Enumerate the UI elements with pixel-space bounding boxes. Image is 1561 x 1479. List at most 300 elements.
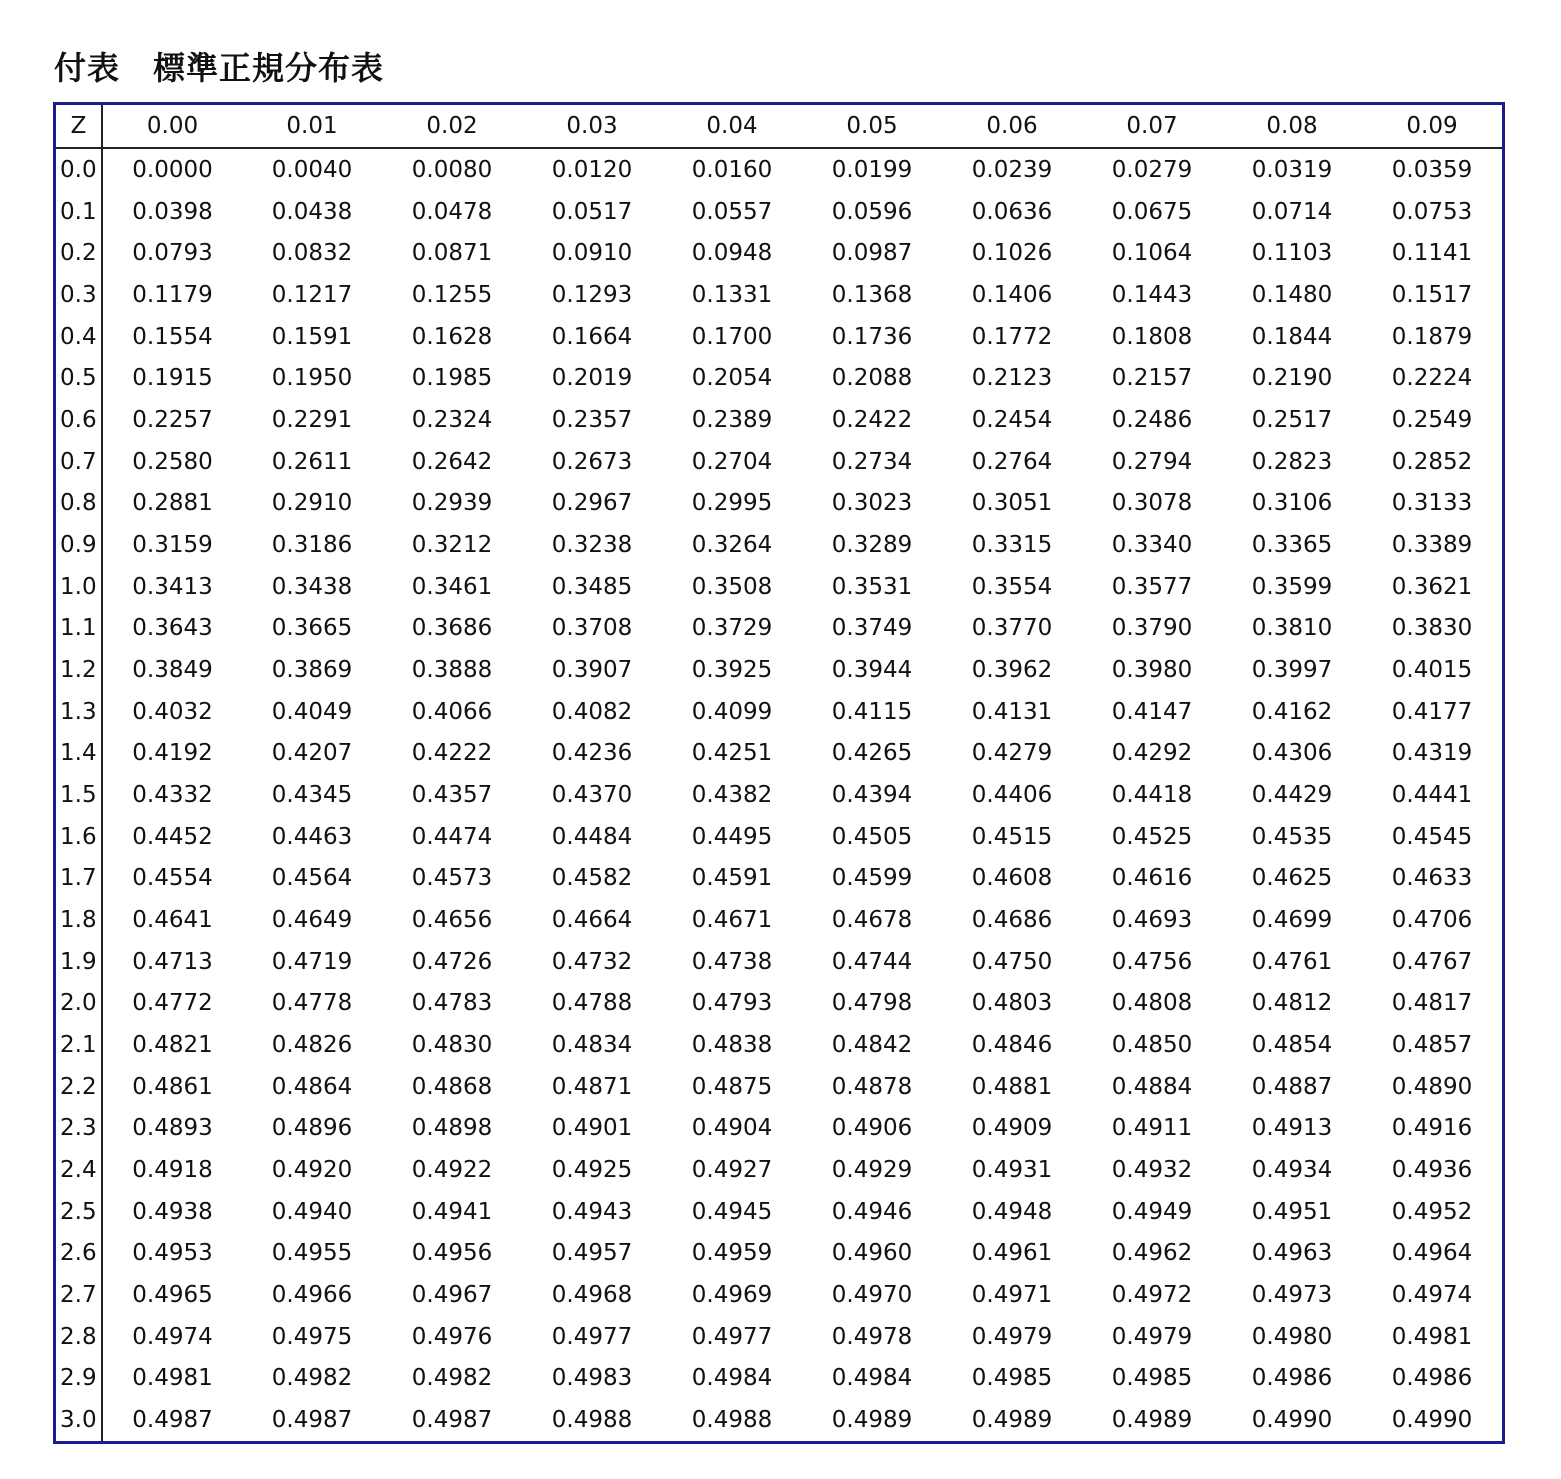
probability-cell: 0.4545 — [1391, 823, 1473, 850]
probability-cell: 0.4948 — [971, 1198, 1053, 1225]
probability-cell: 0.4463 — [271, 823, 353, 850]
probability-cell: 0.4394 — [831, 781, 913, 808]
probability-cell: 0.1255 — [411, 281, 493, 308]
probability-cell: 0.4633 — [1391, 865, 1473, 892]
probability-cell: 0.4896 — [271, 1115, 353, 1142]
probability-cell: 0.4744 — [831, 948, 913, 975]
probability-cell: 0.0832 — [271, 240, 353, 267]
z-value-cell: 2.8 — [56, 1316, 102, 1358]
probability-cell: 0.4693 — [1111, 906, 1193, 933]
probability-cell: 0.4970 — [831, 1281, 913, 1308]
probability-cell: 0.4732 — [551, 948, 633, 975]
probability-cell: 0.4987 — [271, 1407, 353, 1434]
table-row — [56, 482, 1502, 524]
probability-cell: 0.3212 — [411, 531, 493, 558]
probability-cell: 0.4474 — [411, 823, 493, 850]
z-value-cell: 0.3 — [56, 274, 102, 316]
probability-cell: 0.4985 — [1111, 1365, 1193, 1392]
probability-cell: 0.4965 — [132, 1281, 213, 1308]
probability-cell: 0.4984 — [691, 1365, 773, 1392]
probability-cell: 0.2910 — [271, 490, 353, 517]
probability-cell: 0.2704 — [691, 448, 773, 475]
probability-cell: 0.4990 — [1251, 1407, 1333, 1434]
probability-cell: 0.4671 — [691, 906, 773, 933]
z-value-cell: 0.0 — [56, 148, 102, 191]
z-value-cell: 1.6 — [56, 816, 102, 858]
probability-cell: 0.4573 — [411, 865, 493, 892]
probability-cell: 0.4961 — [971, 1240, 1053, 1267]
probability-cell: 0.3888 — [411, 656, 493, 683]
probability-cell: 0.4925 — [551, 1156, 633, 1183]
table-header-row — [56, 105, 1502, 148]
probability-cell: 0.0438 — [271, 198, 353, 225]
probability-cell: 0.3665 — [271, 615, 353, 642]
probability-cell: 0.4495 — [691, 823, 773, 850]
probability-cell: 0.4989 — [1111, 1407, 1193, 1434]
probability-cell: 0.3621 — [1391, 573, 1473, 600]
probability-cell: 0.4678 — [831, 906, 913, 933]
z-value-cell: 2.0 — [56, 982, 102, 1024]
table-row — [56, 148, 1502, 191]
probability-cell: 0.1844 — [1251, 323, 1333, 350]
probability-cell: 0.4484 — [551, 823, 633, 850]
probability-cell: 0.1808 — [1111, 323, 1193, 350]
z-value-cell: 2.6 — [56, 1232, 102, 1274]
probability-cell: 0.4793 — [691, 990, 773, 1017]
probability-cell: 0.3980 — [1111, 656, 1193, 683]
probability-cell: 0.4719 — [271, 948, 353, 975]
probability-cell: 0.1772 — [971, 323, 1053, 350]
probability-cell: 0.4976 — [411, 1323, 493, 1350]
probability-cell: 0.1179 — [132, 281, 213, 308]
probability-cell: 0.4830 — [411, 1031, 493, 1058]
table-row — [56, 607, 1502, 649]
probability-cell: 0.1879 — [1391, 323, 1473, 350]
z-value-cell: 1.9 — [56, 941, 102, 983]
probability-cell: 0.1064 — [1111, 240, 1193, 267]
probability-cell: 0.4147 — [1111, 698, 1193, 725]
probability-cell: 0.1591 — [271, 323, 353, 350]
probability-cell: 0.4319 — [1391, 740, 1473, 767]
probability-cell: 0.3508 — [691, 573, 773, 600]
probability-cell: 0.4207 — [271, 740, 353, 767]
table-row — [56, 1191, 1502, 1233]
z-value-cell: 2.7 — [56, 1274, 102, 1316]
probability-cell: 0.0279 — [1111, 156, 1193, 183]
column-header: 0.07 — [1082, 105, 1222, 148]
probability-cell: 0.4940 — [271, 1198, 353, 1225]
probability-cell: 0.4972 — [1111, 1281, 1193, 1308]
table-row — [56, 899, 1502, 941]
probability-cell: 0.4955 — [271, 1240, 353, 1267]
probability-cell: 0.3264 — [691, 531, 773, 558]
probability-cell: 0.4987 — [411, 1407, 493, 1434]
column-header: 0.06 — [942, 105, 1082, 148]
probability-cell: 0.4772 — [132, 990, 213, 1017]
probability-cell: 0.4988 — [551, 1407, 633, 1434]
table-row — [56, 274, 1502, 316]
z-value-cell: 1.4 — [56, 732, 102, 774]
probability-cell: 0.1915 — [132, 365, 213, 392]
probability-cell: 0.4906 — [831, 1115, 913, 1142]
probability-cell: 0.4236 — [551, 740, 633, 767]
probability-cell: 0.3461 — [411, 573, 493, 600]
probability-cell: 0.2123 — [971, 365, 1053, 392]
probability-cell: 0.4706 — [1391, 906, 1473, 933]
z-value-cell: 2.1 — [56, 1024, 102, 1066]
probability-cell: 0.4979 — [1111, 1323, 1193, 1350]
probability-cell: 0.0000 — [132, 156, 213, 183]
table-row — [56, 941, 1502, 983]
probability-cell: 0.4406 — [971, 781, 1053, 808]
probability-cell: 0.4591 — [691, 865, 773, 892]
probability-cell: 0.1368 — [831, 281, 913, 308]
probability-cell: 0.4913 — [1251, 1115, 1333, 1142]
table-row — [56, 982, 1502, 1024]
probability-cell: 0.0793 — [132, 240, 213, 267]
z-value-cell: 0.1 — [56, 191, 102, 233]
probability-cell: 0.4979 — [971, 1323, 1053, 1350]
table-row — [56, 1358, 1502, 1400]
probability-cell: 0.3023 — [831, 490, 913, 517]
probability-cell: 0.4817 — [1391, 990, 1473, 1017]
z-value-cell: 1.2 — [56, 649, 102, 691]
probability-cell: 0.4920 — [271, 1156, 353, 1183]
probability-cell: 0.4750 — [971, 948, 1053, 975]
probability-cell: 0.4761 — [1251, 948, 1333, 975]
probability-cell: 0.0948 — [691, 240, 773, 267]
page-title: 付表 標準正規分布表 — [54, 49, 385, 87]
probability-cell: 0.4916 — [1391, 1115, 1473, 1142]
probability-cell: 0.4904 — [691, 1115, 773, 1142]
probability-cell: 0.1103 — [1251, 240, 1333, 267]
table-row — [56, 1107, 1502, 1149]
table-row — [56, 691, 1502, 733]
probability-cell: 0.4969 — [691, 1281, 773, 1308]
probability-cell: 0.3159 — [132, 531, 213, 558]
column-header: 0.01 — [242, 105, 382, 148]
probability-cell: 0.4808 — [1111, 990, 1193, 1017]
probability-cell: 0.3830 — [1391, 615, 1473, 642]
table-row — [56, 857, 1502, 899]
probability-cell: 0.4599 — [831, 865, 913, 892]
z-value-cell: 0.4 — [56, 316, 102, 358]
probability-cell: 0.4909 — [971, 1115, 1053, 1142]
probability-cell: 0.4564 — [271, 865, 353, 892]
probability-cell: 0.4370 — [551, 781, 633, 808]
probability-cell: 0.3925 — [691, 656, 773, 683]
probability-cell: 0.4345 — [271, 781, 353, 808]
probability-cell: 0.2454 — [971, 406, 1053, 433]
table-row — [56, 232, 1502, 274]
probability-cell: 0.4279 — [971, 740, 1053, 767]
probability-cell: 0.4265 — [831, 740, 913, 767]
probability-cell: 0.3708 — [551, 615, 633, 642]
probability-cell: 0.3962 — [971, 656, 1053, 683]
column-header: 0.02 — [382, 105, 522, 148]
probability-cell: 0.3078 — [1111, 490, 1193, 517]
z-column-header: Z — [56, 105, 102, 148]
probability-cell: 0.1664 — [551, 323, 633, 350]
probability-cell: 0.3599 — [1251, 573, 1333, 600]
probability-cell: 0.4115 — [831, 698, 913, 725]
probability-cell: 0.4945 — [691, 1198, 773, 1225]
probability-cell: 0.4927 — [691, 1156, 773, 1183]
probability-cell: 0.4357 — [411, 781, 493, 808]
column-header: 0.00 — [102, 105, 242, 148]
table-row — [56, 1274, 1502, 1316]
probability-cell: 0.0120 — [551, 156, 633, 183]
z-value-cell: 1.3 — [56, 691, 102, 733]
probability-cell: 0.4949 — [1111, 1198, 1193, 1225]
probability-cell: 0.4978 — [831, 1323, 913, 1350]
probability-cell: 0.4177 — [1391, 698, 1473, 725]
probability-cell: 0.2088 — [831, 365, 913, 392]
probability-cell: 0.4726 — [411, 948, 493, 975]
probability-cell: 0.4382 — [691, 781, 773, 808]
probability-cell: 0.4292 — [1111, 740, 1193, 767]
probability-cell: 0.3554 — [971, 573, 1053, 600]
probability-cell: 0.1736 — [831, 323, 913, 350]
probability-cell: 0.4625 — [1251, 865, 1333, 892]
probability-cell: 0.2019 — [551, 365, 633, 392]
probability-cell: 0.2190 — [1251, 365, 1333, 392]
probability-cell: 0.4989 — [831, 1407, 913, 1434]
probability-cell: 0.2823 — [1251, 448, 1333, 475]
probability-cell: 0.1517 — [1391, 281, 1473, 308]
probability-cell: 0.3133 — [1391, 490, 1473, 517]
probability-cell: 0.4974 — [1391, 1281, 1473, 1308]
probability-cell: 0.3438 — [271, 573, 353, 600]
probability-cell: 0.4893 — [132, 1115, 213, 1142]
probability-cell: 0.4306 — [1251, 740, 1333, 767]
table-row — [56, 1399, 1502, 1441]
probability-cell: 0.4982 — [271, 1365, 353, 1392]
probability-cell: 0.3790 — [1111, 615, 1193, 642]
probability-cell: 0.4946 — [831, 1198, 913, 1225]
column-header: 0.05 — [802, 105, 942, 148]
probability-cell: 0.4878 — [831, 1073, 913, 1100]
probability-cell: 0.2324 — [411, 406, 493, 433]
probability-cell: 0.4963 — [1251, 1240, 1333, 1267]
probability-cell: 0.4032 — [132, 698, 213, 725]
probability-cell: 0.4941 — [411, 1198, 493, 1225]
probability-cell: 0.4938 — [132, 1198, 213, 1225]
probability-cell: 0.4981 — [132, 1365, 213, 1392]
probability-cell: 0.4162 — [1251, 698, 1333, 725]
probability-cell: 0.1554 — [132, 323, 213, 350]
probability-cell: 0.4864 — [271, 1073, 353, 1100]
probability-cell: 0.4812 — [1251, 990, 1333, 1017]
probability-cell: 0.4980 — [1251, 1323, 1333, 1350]
probability-cell: 0.4222 — [411, 740, 493, 767]
probability-cell: 0.0714 — [1251, 198, 1333, 225]
probability-cell: 0.4803 — [971, 990, 1053, 1017]
probability-cell: 0.4981 — [1391, 1323, 1473, 1350]
table-row — [56, 524, 1502, 566]
probability-cell: 0.4699 — [1251, 906, 1333, 933]
probability-cell: 0.3686 — [411, 615, 493, 642]
probability-cell: 0.3289 — [831, 531, 913, 558]
probability-cell: 0.0239 — [971, 156, 1053, 183]
probability-cell: 0.1331 — [691, 281, 773, 308]
probability-cell: 0.0199 — [831, 156, 913, 183]
probability-cell: 0.1406 — [971, 281, 1053, 308]
z-value-cell: 0.8 — [56, 482, 102, 524]
probability-cell: 0.4826 — [271, 1031, 353, 1058]
probability-cell: 0.3907 — [551, 656, 633, 683]
table-row — [56, 732, 1502, 774]
probability-cell: 0.4987 — [132, 1407, 213, 1434]
probability-cell: 0.0359 — [1391, 156, 1473, 183]
probability-cell: 0.3869 — [271, 656, 353, 683]
probability-cell: 0.4783 — [411, 990, 493, 1017]
z-value-cell: 2.5 — [56, 1191, 102, 1233]
z-value-cell: 1.1 — [56, 607, 102, 649]
probability-cell: 0.0987 — [831, 240, 913, 267]
z-value-cell: 2.3 — [56, 1107, 102, 1149]
probability-cell: 0.4525 — [1111, 823, 1193, 850]
table-row — [56, 441, 1502, 483]
probability-cell: 0.4967 — [411, 1281, 493, 1308]
probability-cell: 0.2389 — [691, 406, 773, 433]
probability-cell: 0.3051 — [971, 490, 1053, 517]
probability-cell: 0.4956 — [411, 1240, 493, 1267]
probability-cell: 0.1293 — [551, 281, 633, 308]
probability-cell: 0.3485 — [551, 573, 633, 600]
probability-cell: 0.2995 — [691, 490, 773, 517]
probability-cell: 0.2967 — [551, 490, 633, 517]
column-header: 0.03 — [522, 105, 662, 148]
probability-cell: 0.0753 — [1391, 198, 1473, 225]
probability-cell: 0.1026 — [971, 240, 1053, 267]
table-body — [56, 148, 1502, 1441]
probability-cell: 0.2291 — [271, 406, 353, 433]
probability-cell: 0.4986 — [1391, 1365, 1473, 1392]
probability-cell: 0.2157 — [1111, 365, 1193, 392]
probability-cell: 0.4951 — [1251, 1198, 1333, 1225]
probability-cell: 0.0398 — [132, 198, 213, 225]
probability-cell: 0.4936 — [1391, 1156, 1473, 1183]
probability-cell: 0.4871 — [551, 1073, 633, 1100]
probability-cell: 0.3810 — [1251, 615, 1333, 642]
probability-cell: 0.1985 — [411, 365, 493, 392]
probability-cell: 0.2852 — [1391, 448, 1473, 475]
table-row — [56, 1024, 1502, 1066]
probability-cell: 0.4452 — [132, 823, 213, 850]
probability-cell: 0.2549 — [1391, 406, 1473, 433]
probability-cell: 0.4582 — [551, 865, 633, 892]
table-row — [56, 1316, 1502, 1358]
probability-cell: 0.4686 — [971, 906, 1053, 933]
column-header: 0.08 — [1222, 105, 1362, 148]
table-row — [56, 1149, 1502, 1191]
probability-cell: 0.4857 — [1391, 1031, 1473, 1058]
probability-cell: 0.2580 — [132, 448, 213, 475]
probability-cell: 0.4977 — [691, 1323, 773, 1350]
probability-cell: 0.4332 — [132, 781, 213, 808]
probability-cell: 0.4988 — [691, 1407, 773, 1434]
z-value-cell: 2.4 — [56, 1149, 102, 1191]
probability-cell: 0.4778 — [271, 990, 353, 1017]
probability-cell: 0.0160 — [691, 156, 773, 183]
z-value-cell: 0.9 — [56, 524, 102, 566]
column-header: 0.04 — [662, 105, 802, 148]
probability-cell: 0.4756 — [1111, 948, 1193, 975]
probability-cell: 0.4649 — [271, 906, 353, 933]
probability-cell: 0.4952 — [1391, 1198, 1473, 1225]
probability-cell: 0.2642 — [411, 448, 493, 475]
probability-cell: 0.3315 — [971, 531, 1053, 558]
probability-cell: 0.3413 — [132, 573, 213, 600]
z-value-cell: 1.7 — [56, 857, 102, 899]
probability-cell: 0.4868 — [411, 1073, 493, 1100]
probability-cell: 0.3238 — [551, 531, 633, 558]
probability-cell: 0.4890 — [1391, 1073, 1473, 1100]
probability-cell: 0.0319 — [1251, 156, 1333, 183]
probability-cell: 0.4922 — [411, 1156, 493, 1183]
probability-cell: 0.4875 — [691, 1073, 773, 1100]
probability-cell: 0.4850 — [1111, 1031, 1193, 1058]
probability-cell: 0.4767 — [1391, 948, 1473, 975]
probability-cell: 0.3106 — [1251, 490, 1333, 517]
probability-cell: 0.4015 — [1391, 656, 1473, 683]
probability-cell: 0.4918 — [132, 1156, 213, 1183]
probability-cell: 0.3749 — [831, 615, 913, 642]
probability-cell: 0.4990 — [1391, 1407, 1473, 1434]
probability-cell: 0.3997 — [1251, 656, 1333, 683]
table-row — [56, 1066, 1502, 1108]
probability-cell: 0.1950 — [271, 365, 353, 392]
table-row — [56, 316, 1502, 358]
probability-cell: 0.1480 — [1251, 281, 1333, 308]
probability-cell: 0.4838 — [691, 1031, 773, 1058]
probability-cell: 0.4535 — [1251, 823, 1333, 850]
probability-cell: 0.1443 — [1111, 281, 1193, 308]
probability-cell: 0.2794 — [1111, 448, 1193, 475]
probability-cell: 0.4929 — [831, 1156, 913, 1183]
probability-cell: 0.3577 — [1111, 573, 1193, 600]
probability-cell: 0.4608 — [971, 865, 1053, 892]
probability-cell: 0.0636 — [971, 198, 1053, 225]
probability-cell: 0.1700 — [691, 323, 773, 350]
probability-cell: 0.1141 — [1391, 240, 1473, 267]
probability-cell: 0.4959 — [691, 1240, 773, 1267]
probability-cell: 0.4842 — [831, 1031, 913, 1058]
probability-cell: 0.4515 — [971, 823, 1053, 850]
probability-cell: 0.0871 — [411, 240, 493, 267]
table-row — [56, 649, 1502, 691]
table-row — [56, 816, 1502, 858]
probability-cell: 0.1628 — [411, 323, 493, 350]
probability-cell: 0.0596 — [831, 198, 913, 225]
probability-cell: 0.4821 — [132, 1031, 213, 1058]
z-value-cell: 1.5 — [56, 774, 102, 816]
probability-cell: 0.4131 — [971, 698, 1053, 725]
probability-cell: 0.4953 — [132, 1240, 213, 1267]
probability-cell: 0.4738 — [691, 948, 773, 975]
z-value-cell: 1.0 — [56, 566, 102, 608]
table-row — [56, 1232, 1502, 1274]
probability-cell: 0.2734 — [831, 448, 913, 475]
probability-cell: 0.0675 — [1111, 198, 1193, 225]
z-value-cell: 0.2 — [56, 232, 102, 274]
column-header: 0.09 — [1362, 105, 1502, 148]
probability-cell: 0.4986 — [1251, 1365, 1333, 1392]
probability-cell: 0.4957 — [551, 1240, 633, 1267]
probability-cell: 0.2357 — [551, 406, 633, 433]
probability-cell: 0.4834 — [551, 1031, 633, 1058]
